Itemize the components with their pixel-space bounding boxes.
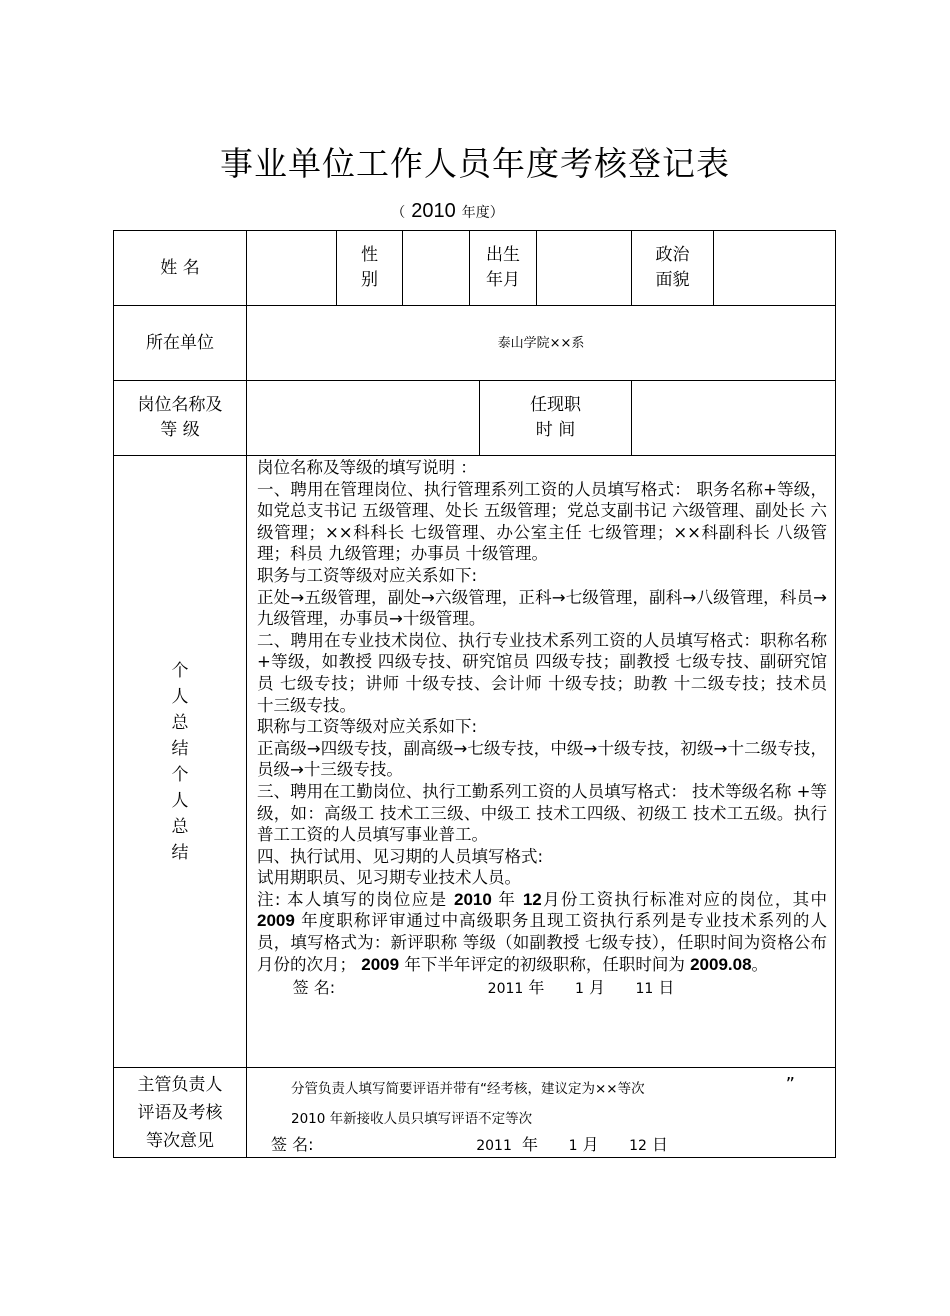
summary-line: 二、聘用在专业技术岗位、执行专业技术系列工资的人员填写格式：职称名称 +等级，如教授 四级专技、研究馆员 四级专技；副教授 七级专技、副研究馆员 七级专技；讲师 十级专技、会计师 十级专技；助教 十二级专技；技术员 十三级专技。 bbox=[257, 630, 827, 715]
summary-line: 职务与工资等级对应关系如下: bbox=[257, 565, 478, 585]
birth-value-cell[interactable] bbox=[537, 231, 632, 306]
summary-note: 注: 本人填写的岗位应是 2010 年 12月份工资执行标准对应的岗位，其中 2009 年度职称评审通过中高级职务且现工资执行系列是专业技术系列的人员，填写格式为：新评职称 等级（如副教授 七级专技），任职时间为资格公布月份的次月； 2009 年下半年评定的初级职称，任职时间为 2009.08。 bbox=[257, 889, 828, 974]
summary-line: 正高级→四级专技，副高级→七级专技，中级→十级专技，初级→十二级专技，员级→十三级专技。 bbox=[257, 738, 827, 780]
year-value: 2010 bbox=[411, 200, 456, 222]
year-open: （ bbox=[391, 205, 406, 221]
appraisal-table bbox=[113, 230, 836, 1158]
eval-label: 主管负责人 评语及考核 等次意见 bbox=[114, 1068, 247, 1158]
post-label: 岗位名称及 等 级 bbox=[114, 381, 247, 456]
eval-close-quote: ” bbox=[785, 1074, 795, 1095]
politics-value-cell[interactable] bbox=[714, 231, 836, 306]
unit-value: 泰山学院××系 bbox=[247, 306, 836, 381]
gender-value-cell[interactable] bbox=[403, 231, 470, 306]
summary-signature: 签 名: 2011 年 1 月 11 日 bbox=[292, 978, 675, 998]
eval-signature: 签 名: 2011 年 1 月 12 日 bbox=[271, 1135, 669, 1154]
year-line bbox=[0, 200, 895, 223]
summary-line: 试用期职员、见习期专业技术人员。 bbox=[257, 868, 521, 888]
politics-label: 政治 面貌 bbox=[632, 231, 714, 306]
eval-line-2: 2010 年新接收人员只填写评语不定等次 bbox=[291, 1111, 533, 1127]
form-title: 事业单位工作人员年度考核登记表 bbox=[220, 144, 730, 183]
birth-label: 出生 年月 bbox=[470, 231, 537, 306]
summary-label: 个 人 总 结 个 人 总 结 bbox=[114, 456, 247, 1068]
summary-line: 正处→五级管理，副处→六级管理，正科→七级管理，副科→八级管理，科员→九级管理，办事员→十级管理。 bbox=[257, 587, 827, 629]
summary-content[interactable] bbox=[247, 456, 836, 1068]
eval-line-1: 分管负责人填写简要评语并带有“经考核，建议定为××等次 bbox=[291, 1081, 645, 1097]
tenure-value-cell[interactable] bbox=[632, 381, 836, 456]
eval-content[interactable] bbox=[247, 1068, 836, 1158]
summary-line: 一、聘用在管理岗位、执行管理系列工资的人员填写格式： 职务名称+等级，如党总支书记 五级管理、处长 五级管理；党总支副书记 六级管理、副处长 六级管理；××科科长 七级管理、办公室主任 七级管理；××科副科长 八级管理；科员 九级管理；办事员 十级管理。 bbox=[257, 479, 827, 564]
year-suffix: 年度） bbox=[461, 205, 504, 221]
tenure-label: 任现职 时 间 bbox=[480, 381, 632, 456]
name-value-cell[interactable] bbox=[247, 231, 337, 306]
gender-label: 性 别 bbox=[337, 231, 403, 306]
summary-line: 岗位名称及等级的填写说明 ： bbox=[257, 458, 477, 477]
summary-line: 职称与工资等级对应关系如下: bbox=[257, 717, 478, 737]
name-label: 姓 名 bbox=[114, 231, 247, 306]
summary-line: 四、执行试用、见习期的人员填写格式: bbox=[257, 846, 544, 866]
post-value-cell[interactable] bbox=[247, 381, 480, 456]
summary-line: 三、聘用在工勤岗位、执行工勤系列工资的人员填写格式： 技术等级名称 +等级，如：高级工 技术工三级、中级工 技术工四级、初级工 技术工五级。执行普工工资的人员填写事业普工。 bbox=[257, 781, 827, 845]
unit-label: 所在单位 bbox=[114, 306, 247, 381]
